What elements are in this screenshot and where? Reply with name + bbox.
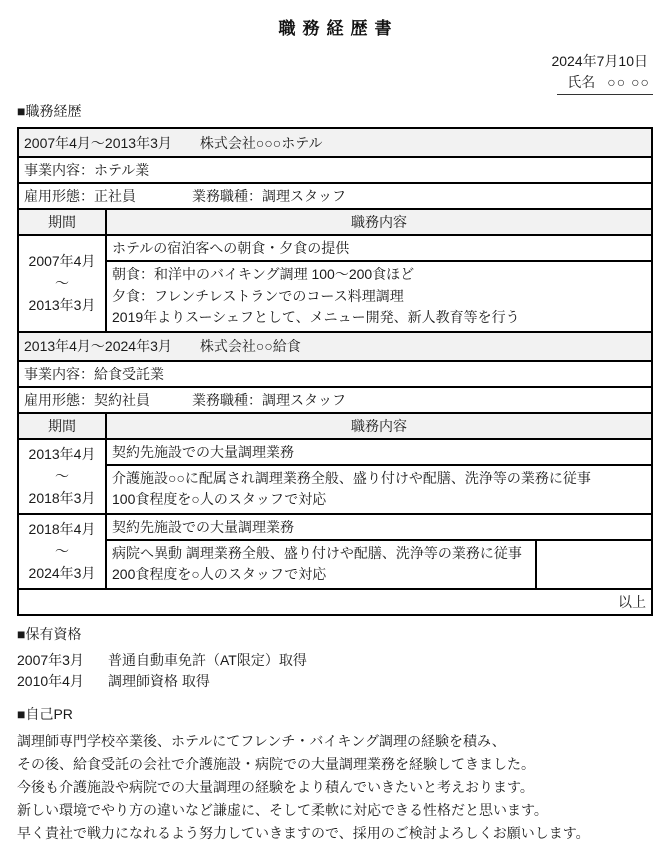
job-type: 業務職種：調理スタッフ [192,188,346,204]
period-header-cell: 期間 [18,209,106,235]
duty-detail-line: 200食程度を○人のスタッフで対応 [112,566,327,582]
duty-summary-cell: 契約先施設での大量調理業務 [106,514,652,540]
duty-detail-cell [106,261,652,332]
pr-line: 早く貴社で戦力になれるよう努力していきますので、採用のご検討よろしくお願いします。 [17,824,590,841]
qualifications-list [17,650,653,692]
duty-detail-line: 介護施設○○に配属され調理業務全般、盛り付けや配膳、洗浄等の業務に従事 [112,469,591,486]
pr-line: その後、給食受託の会社で介護施設・病院での大量調理業務を経験してきました。 [17,755,535,772]
company-row [18,332,652,361]
period-from: 2007年4月 [28,253,96,270]
company-name: 株式会社○○○ホテル [199,134,323,151]
career-section-heading: ■職務経歴 [17,103,82,119]
employment-row [18,387,652,413]
company-name: 株式会社○○給食 [199,338,301,354]
pr-line: 調理師専門学校卒業後、ホテルにてフレンチ・バイキング調理の経験を積み、 [17,732,506,749]
qualification-text: 普通自動車免許（AT限定）取得 [108,651,307,668]
period-tilde: ～ [55,543,69,559]
business-cell: 事業内容：給食受託業 [18,361,652,387]
qualifications-heading: ■保有資格 [17,625,82,642]
name-line [557,72,653,95]
period-cell [18,235,106,332]
duty-summary-row [18,439,652,465]
qualification-date: 2010年4月 [17,672,84,689]
period-header-cell: 期間 [18,413,106,439]
employment-cell [18,387,652,413]
company-term-cell [18,128,652,157]
period-tilde: ～ [55,468,69,484]
duty-detail-row [18,465,652,514]
name-label: 氏名 [567,74,596,90]
period-to: 2013年3月 [28,297,96,314]
company-term: 2007年4月～2013年3月 [24,134,172,151]
company-term: 2013年4月～2024年3月 [24,338,172,354]
table-header-row [18,209,652,235]
closing-cell: 以上 [18,589,652,615]
duty-detail-line: 朝食：和洋中のバイキング調理 100～200食ほど [112,266,415,282]
duty-detail-line: 2019年よりスーシェフとして、メニュー開発、新人教育等を行う [112,309,520,325]
empty-cell [536,540,652,589]
pr-line: 新しい環境でやり方の違いなど謙虚に、そして柔軟に対応できる性格だと思います。 [17,801,548,818]
page-title: 職務経歴書 [278,19,399,38]
duty-header-cell: 職務内容 [106,209,652,235]
duty-header-cell: 職務内容 [106,413,652,439]
duty-detail-row [18,261,652,332]
employment-cell [18,183,652,209]
table-header-row [18,413,652,439]
company-term-cell [18,332,652,361]
period-cell [18,439,106,514]
qualification-text: 調理師資格 取得 [108,672,210,689]
period-from: 2013年4月 [28,446,96,462]
document-date: 2024年7月10日 [551,53,648,69]
qualification-item [17,671,653,692]
job-type: 業務職種：調理スタッフ [192,391,346,408]
pr-line: 今後も介護施設や病院での大量調理の経験をより積んでいきたいと考えおります。 [17,778,534,795]
duty-detail-cell [106,465,652,514]
name-value: ○○ ○○ [607,74,650,90]
employment-row [18,183,652,209]
period-to: 2024年3月 [28,565,96,581]
business-row [18,157,652,183]
company-row [18,128,652,157]
duty-detail-cell [106,540,536,589]
period-from: 2018年4月 [28,521,96,537]
period-cell [18,514,106,589]
duty-summary-cell: 契約先施設での大量調理業務 [106,439,652,465]
duty-summary-row [18,235,652,261]
duty-detail-line: 100食程度を○人のスタッフで対応 [112,491,327,507]
qualification-item [17,650,653,671]
pr-paragraph [17,730,653,845]
period-tilde: ～ [55,275,69,292]
qualification-date: 2007年3月 [17,651,84,668]
duty-summary-cell: ホテルの宿泊客への朝食・夕食の提供 [106,235,652,261]
pr-heading: ■自己PR [17,705,73,722]
period-to: 2018年3月 [28,490,96,506]
duty-detail-line: 病院へ異動 調理業務全般、盛り付けや配膳、洗浄等の業務に従事 [112,544,522,561]
duty-detail-line: 夕食：フレンチレストランでのコース料理調理 [112,287,404,304]
closing-row [18,589,652,615]
career-table [17,127,653,616]
business-cell: 事業内容：ホテル業 [18,157,652,183]
duty-detail-row [18,540,652,589]
employment-type: 雇用形態：正社員 [24,188,136,204]
business-row [18,361,652,387]
duty-summary-row [18,514,652,540]
document-meta [17,51,653,95]
employment-type: 雇用形態：契約社員 [24,391,150,408]
